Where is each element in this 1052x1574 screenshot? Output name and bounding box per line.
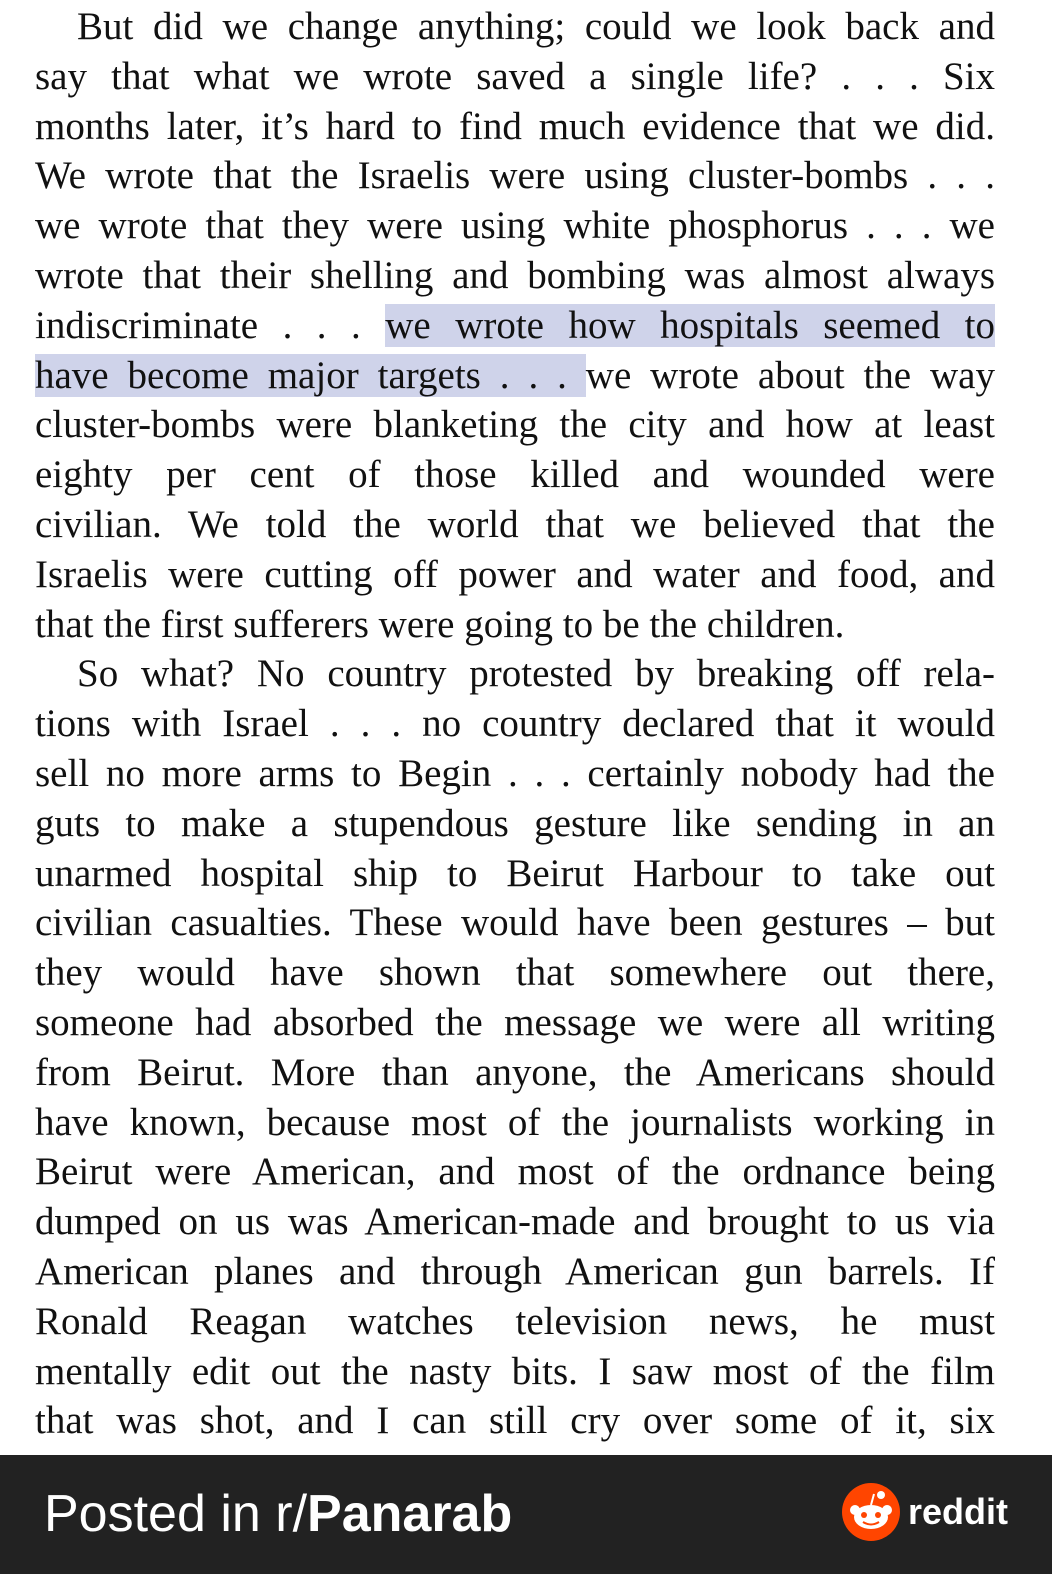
posted-prefix: Posted in r/ — [44, 1485, 308, 1543]
text-line: American planes and through American gun barrels. If — [35, 1250, 995, 1293]
reddit-footer-bar — [0, 1455, 1052, 1574]
text-line: we wrote that they were using white phosphorus . . . we — [35, 204, 995, 248]
reddit-snoo-icon[interactable] — [842, 1483, 900, 1541]
text-line: So what? No country protested by breaking off rela- — [77, 652, 995, 696]
text-line: they would have shown that somewhere out there, — [35, 951, 995, 995]
text-line: someone had absorbed the message we were all writing — [35, 1001, 995, 1044]
text-line: that was shot, and I can still cry over some of it, six — [35, 1399, 995, 1443]
text-line: Beirut were American, and most of the ordnance being — [35, 1150, 995, 1194]
text-line: have known, because most of the journalists working in — [35, 1100, 995, 1144]
highlighted-text: have become major targets . . . — [35, 353, 586, 397]
text-line: guts to make a stupendous gesture like sending in an — [35, 801, 995, 845]
text-line: wrote that their shelling and bombing was almost always — [35, 254, 995, 297]
text-segment: we wrote about the way — [585, 353, 995, 397]
text-line: Ronald Reagan watches television news, he must — [35, 1299, 995, 1343]
posted-in-label — [44, 1481, 512, 1547]
text-line: We wrote that the Israelis were using cluster-bombs . . . — [35, 154, 995, 198]
text-line: sell no more arms to Begin . . . certainly nobody had the — [35, 752, 995, 795]
text-segment: indiscriminate . . . — [35, 303, 386, 347]
highlighted-text: we wrote how hospitals seemed to — [385, 303, 995, 347]
text-line: months later, it’s hard to find much evidence that we did. — [35, 104, 995, 148]
text-line: tions with Israel . . . no country declared that it would — [35, 702, 995, 746]
text-line: Israelis were cutting off power and water and food, and — [35, 552, 995, 596]
text-line: mentally edit out the nasty bits. I saw most of the film — [35, 1349, 995, 1393]
text-line: cluster-bombs were blanketing the city and how at least — [35, 403, 995, 447]
reddit-wordmark: reddit — [908, 1491, 1009, 1532]
text-line: unarmed hospital ship to Beirut Harbour to take out — [35, 851, 995, 895]
text-line: But did we change anything; could we look back and — [77, 5, 995, 48]
text-line: say that what we wrote saved a single life? . . . Six — [35, 54, 995, 98]
text-line: civilian casualties. These would have been gestures – but — [35, 901, 995, 945]
text-line: from Beirut. More than anyone, the Americans should — [35, 1050, 995, 1094]
text-line: eighty per cent of those killed and wounded were — [35, 453, 995, 497]
text-line — [35, 301, 995, 351]
text-line: that the first sufferers were going to be the children. — [35, 602, 845, 646]
subreddit-name[interactable]: Panarab — [307, 1485, 513, 1543]
text-line: dumped on us was American-made and brought to us via — [35, 1200, 995, 1244]
text-line — [35, 351, 995, 401]
text-line: civilian. We told the world that we believed that the — [35, 503, 995, 546]
